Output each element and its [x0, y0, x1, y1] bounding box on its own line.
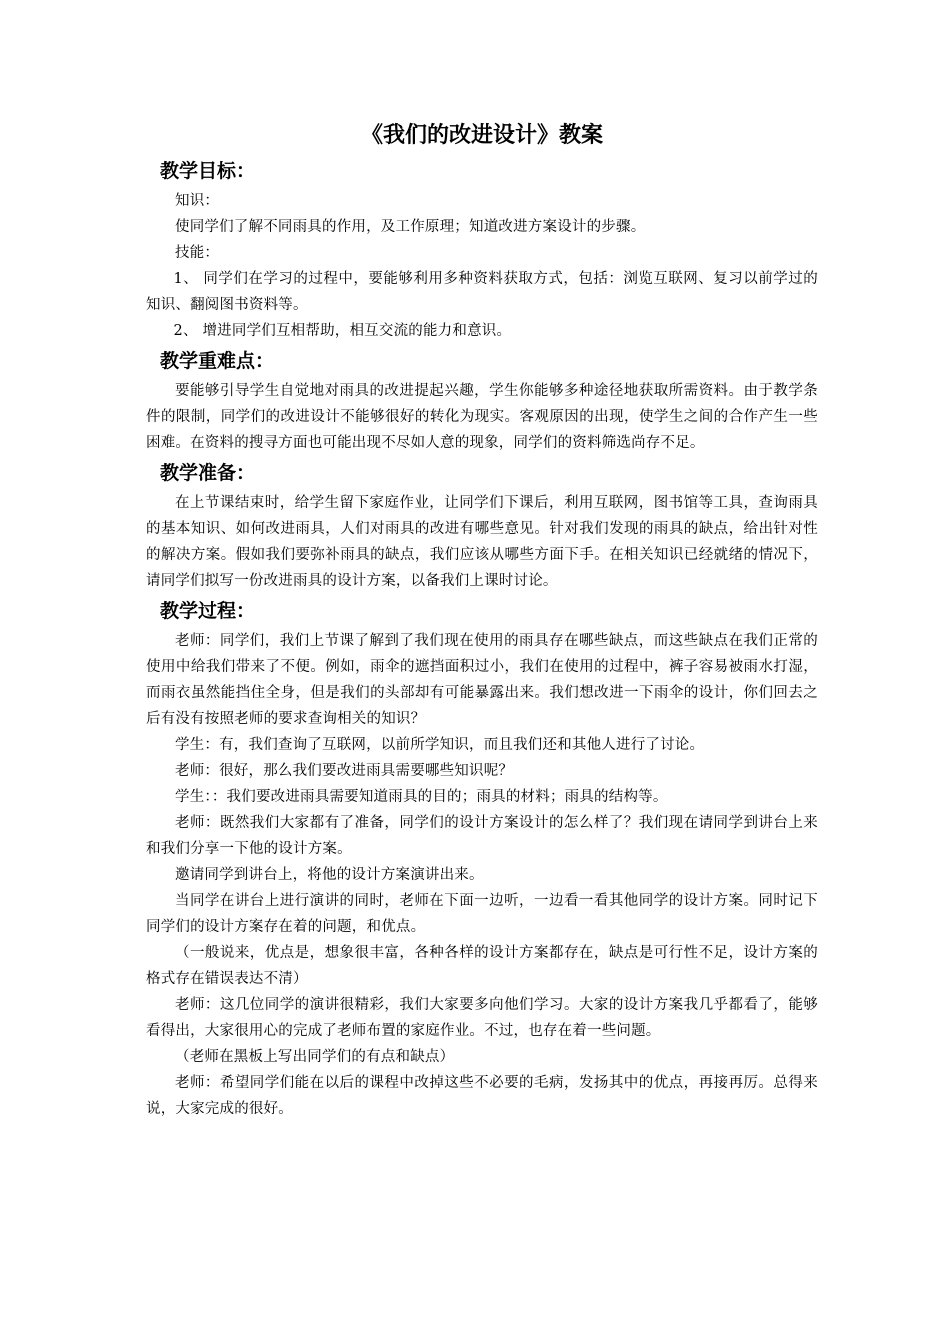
process-paragraph: 老师：这几位同学的演讲很精彩，我们大家要多向他们学习。大家的设计方案我几乎都看了，能够看得出，大家很用心的完成了老师布置的家庭作业。不过，也存在着一些问题。 [146, 997, 818, 1039]
process-paragraph: 老师：希望同学们能在以后的课程中改掉这些不必要的毛病，发扬其中的优点，再接再厉。总得来说，大家完成的很好。 [146, 1075, 818, 1117]
section-goals [146, 156, 818, 344]
process-paragraph: 老师：很好，那么我们要改进雨具需要哪些知识呢？ [175, 763, 514, 779]
section-difficulties [146, 346, 818, 456]
process-paragraph: （老师在黑板上写出同学们的有点和缺点） [175, 1049, 455, 1065]
goals-skill-item-1: 1、 同学们在学习的过程中，要能够利用多种资料获取方式，包括：浏览互联网、复习以前学过的知识、翻阅图书资料等。 [146, 271, 818, 313]
document-title: 《我们的改进设计》教案 [360, 123, 603, 148]
section-process [146, 596, 818, 1122]
document-page [146, 120, 818, 1122]
process-paragraph: 当同学在讲台上进行演讲的同时，老师在下面一边听，一边看一看其他同学的设计方案。同时记下同学们的设计方案存在着的问题，和优点。 [146, 893, 818, 935]
process-paragraph: 老师：同学们，我们上节课了解到了我们现在使用的雨具存在哪些缺点，而这些缺点在我们正常的使用中给我们带来了不便。例如，雨伞的遮挡面积过小，我们在使用的过程中，裤子容易被雨水打湿，而雨衣虽然能挡住全身，但是我们的头部却有可能暴露出来。我们想改进一下雨伞的设计，你们回去之后有没有按照老师的要求查询相关的知识？ [146, 633, 818, 727]
difficulties-text: 要能够引导学生自觉地对雨具的改进提起兴趣，学生你能够多种途径地获取所需资料。由于教学条件的限制，同学们的改进设计不能够很好的转化为现实。客观原因的出现，使学生之间的合作产生一些困难。在资料的搜寻方面也可能出现不尽如人意的现象，同学们的资料筛选尚存不足。 [146, 383, 818, 451]
process-paragraph: （一般说来，优点是，想象很丰富，各种各样的设计方案都存在，缺点是可行性不足，设计方案的格式存在错误表达不清） [146, 945, 818, 987]
goals-skill-label: 技能： [175, 245, 220, 261]
section-heading-process: 教学过程： [160, 600, 256, 622]
process-paragraph: 学生：有，我们查询了互联网，以前所学知识，而且我们还和其他人进行了讨论。 [175, 737, 705, 753]
goals-knowledge-label: 知识： [175, 193, 220, 209]
process-paragraph: 老师：既然我们大家都有了准备，同学们的设计方案设计的怎么样了？我们现在请同学到讲台上来和我们分享一下他的设计方案。 [146, 815, 818, 857]
preparation-text: 在上节课结束时，给学生留下家庭作业，让同学们下课后，利用互联网，图书馆等工具，查询雨具的基本知识、如何改进雨具，人们对雨具的改进有哪些意见。针对我们发现的雨具的缺点，给出针对性的解决方案。假如我们要弥补雨具的缺点，我们应该从哪些方面下手。在相关知识已经就绪的情况下，请同学们拟写一份改进雨具的设计方案，以备我们上课时讨论。 [146, 495, 818, 589]
process-paragraph: 邀请同学到讲台上，将他的设计方案演讲出来。 [175, 867, 484, 883]
goals-knowledge-text: 使同学们了解不同雨具的作用，及工作原理；知道改进方案设计的步骤。 [175, 219, 646, 235]
section-preparation [146, 458, 818, 594]
process-paragraph: 学生：：我们要改进雨具需要知道雨具的目的；雨具的材料；雨具的结构等。 [175, 789, 668, 805]
section-heading-difficulties: 教学重难点： [160, 350, 275, 372]
section-heading-preparation: 教学准备： [160, 462, 256, 484]
goals-skill-item-2: 2、 增进同学们互相帮助，相互交流的能力和意识。 [173, 323, 512, 339]
section-heading-goals: 教学目标： [160, 160, 256, 182]
